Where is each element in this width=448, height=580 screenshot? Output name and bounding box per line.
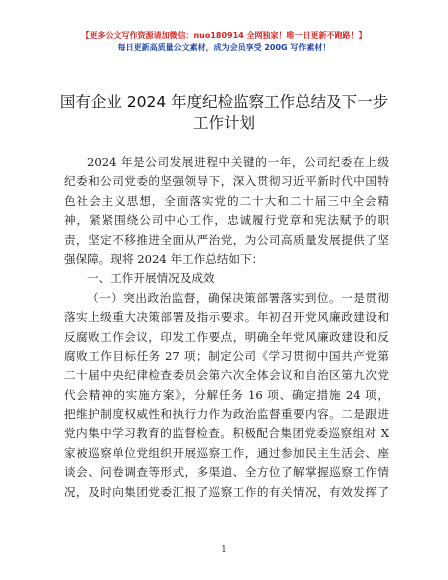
paragraph-line: 责，坚定不移推进全面从严治党，为公司高质量发展提供了坚 (64, 232, 389, 247)
paragraph-line: 把维护制度权威性和执行力作为政治监督重要内容。二是跟进 (64, 407, 389, 422)
paragraph-line: 腐败工作目标任务 27 项；制定公司《学习贯彻中国共产党第 (64, 348, 389, 363)
paragraph-line: 纪委和公司党委的坚强领导下，深入贯彻习近平新时代中国特 (64, 174, 389, 189)
promo-banner-line: 【更多公文写作资源请加微信：nuo180914 全网独家！唯一日更新不跑路！】 (81, 31, 367, 40)
paragraph-line: 2024 年是公司发展进程中关键的一年，公司纪委在上级 (87, 155, 389, 169)
paragraph-line: 落实上级重大决策部署及指示要求。年初召开党风廉政建设和 (64, 310, 389, 325)
paragraph-line: 家被巡察单位党组织开展巡察工作，通过参加民主生活会、座 (64, 445, 389, 460)
document-title-continued: 工作计划 (192, 114, 255, 132)
paragraph-line: 谈会、问卷调查等形式，多渠道、全方位了解掌握巡察工作情 (64, 465, 389, 480)
paragraph-line: 况，及时向集团党委汇报了巡察工作的有关情况，有效发挥了 (64, 484, 389, 499)
paragraph-line: 代会精神的实施方案》，分解任务 16 项、确定措施 24 项， (64, 387, 389, 402)
paragraph-line: 反腐败工作会议，印发工作要点，明确全年党风廉政建设和反 (64, 329, 389, 344)
paragraph-line: 神，紧紧围绕公司中心工作，忠诚履行党章和宪法赋予的职 (64, 213, 389, 228)
document-body (64, 153, 389, 502)
paragraph-line: 党内集中学习教育的监督检查。积极配合集团党委巡察组对 X (64, 426, 389, 441)
paragraph-line: （一）突出政治监督，确保决策部署落实到位。一是贯彻 (87, 290, 389, 305)
document-title: 国有企业 2024 年度纪检监察工作总结及下一步 (59, 93, 389, 111)
paragraph-line: 二十届中央纪律检查委员会第六次全体会议和自治区第九次党 (64, 368, 389, 383)
promo-subline: 每日更新高质量公文素材，成为会员享受 200G 写作素材！ (117, 43, 331, 52)
section-heading: 一、工作开展情况及成效 (87, 271, 215, 286)
page-number: 1 (221, 545, 227, 555)
paragraph-line: 强保障。现将 2024 年工作总结如下： (64, 251, 264, 266)
paragraph-line: 色社会主义思想，全面落实党的二十大和二十届三中全会精 (64, 193, 389, 208)
